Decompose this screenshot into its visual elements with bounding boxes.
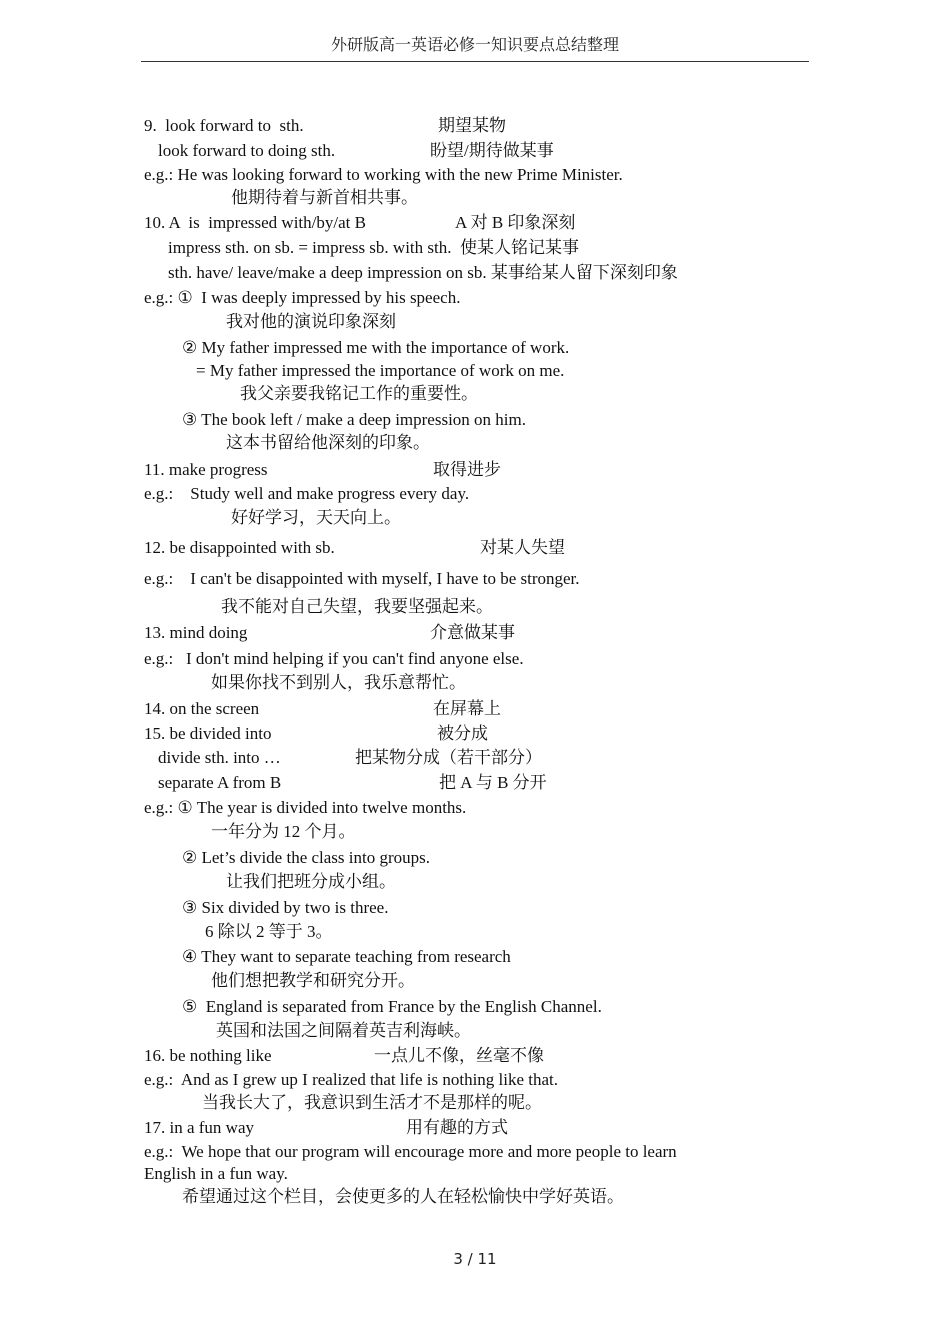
example-sentence: e.g.: He was looking forward to working with the new Prime Minister. [144,165,623,184]
example-translation: 他们想把教学和研究分开。 [211,971,415,990]
example-sentence: e.g.: And as I grew up I realized that life is nothing like that. [144,1070,559,1089]
example-sentence: ⑤ England is separated from France by the English Channel. [182,997,602,1016]
page-number: 3 / 11 [453,1250,497,1268]
item-heading: 12. be disappointed with sb. [144,538,335,557]
item-heading: 11. make progress [144,460,268,479]
item-heading: 9. look forward to sth. [144,116,304,135]
item-translation: 用有趣的方式 [406,1118,508,1137]
item-phrase: impress sth. on sb. = impress sb. with sth. 使某人铭记某事 [168,238,579,257]
item-phrase: divide sth. into … [158,748,281,767]
item-translation: A 对 B 印象深刻 [455,213,576,232]
example-translation: 我不能对自己失望，我要坚强起来。 [221,597,493,616]
example-sentence: ③ Six divided by two is three. [182,898,389,917]
example-translation: 好好学习，天天向上。 [231,508,401,527]
example-sentence: ② Let’s divide the class into groups. [182,848,431,867]
example-translation: 英国和法国之间隔着英吉利海峡。 [216,1021,471,1040]
example-sentence: e.g.: I don't mind helping if you can't find anyone else. [144,649,524,668]
example-translation: 当我长大了，我意识到生活才不是那样的呢。 [202,1093,542,1112]
example-sentence: = My father impressed the importance of work on me. [196,361,565,380]
example-translation: 一年分为 12 个月。 [211,822,356,841]
example-sentence: ③ The book left / make a deep impression on him. [182,410,526,429]
item-translation: 取得进步 [433,460,501,479]
item-translation: 一点儿不像，丝毫不像 [374,1046,544,1065]
item-heading: 13. mind doing [144,623,248,642]
example-translation: 让我们把班分成小组。 [226,872,396,891]
item-phrase: look forward to doing sth. [158,141,336,160]
example-sentence: e.g.: I can't be disappointed with myself, I have to be stronger. [144,569,580,588]
item-translation: 盼望/期待做某事 [430,141,554,160]
item-translation: 在屏幕上 [433,699,501,718]
example-translation: 我对他的演说印象深刻 [226,312,396,331]
item-heading: 14. on the screen [144,699,260,718]
item-heading: 10. A is impressed with/by/at B [144,213,366,232]
example-sentence: e.g.: ① The year is divided into twelve months. [144,798,467,817]
example-sentence: ② My father impressed me with the importance of work. [182,338,570,357]
example-translation: 如果你找不到别人，我乐意帮忙。 [211,673,466,692]
example-translation: 我父亲要我铭记工作的重要性。 [240,384,478,403]
example-translation: 这本书留给他深刻的印象。 [226,433,430,452]
example-sentence: e.g.: Study well and make progress every day. [144,484,470,503]
item-phrase: sth. have/ leave/make a deep impression on sb. 某事给某人留下深刻印象 [168,263,678,282]
item-translation: 被分成 [437,724,488,743]
example-translation: 他期待着与新首相共事。 [231,188,418,207]
page-header-title: 外研版高一英语必修一知识要点总结整理 [330,35,619,54]
item-translation: 把 A 与 B 分开 [439,773,547,792]
example-translation: 希望通过这个栏目，会使更多的人在轻松愉快中学好英语。 [182,1187,624,1206]
item-heading: 15. be divided into [144,724,272,743]
item-heading: 16. be nothing like [144,1046,272,1065]
example-sentence: ④ They want to separate teaching from research [182,947,511,966]
item-phrase: separate A from B [158,773,282,792]
example-translation: 6 除以 2 等于 3。 [205,922,333,941]
item-heading: 17. in a fun way [144,1118,255,1137]
example-sentence: e.g.: ① I was deeply impressed by his speech. [144,288,461,307]
header-divider [141,61,809,62]
item-translation: 介意做某事 [430,623,515,642]
item-translation: 把某物分成（若干部分） [355,748,542,767]
item-translation: 对某人失望 [480,538,565,557]
example-sentence: e.g.: We hope that our program will encourage more and more people to learn [144,1142,677,1161]
item-translation: 期望某物 [438,116,506,135]
example-sentence: English in a fun way. [144,1164,288,1183]
